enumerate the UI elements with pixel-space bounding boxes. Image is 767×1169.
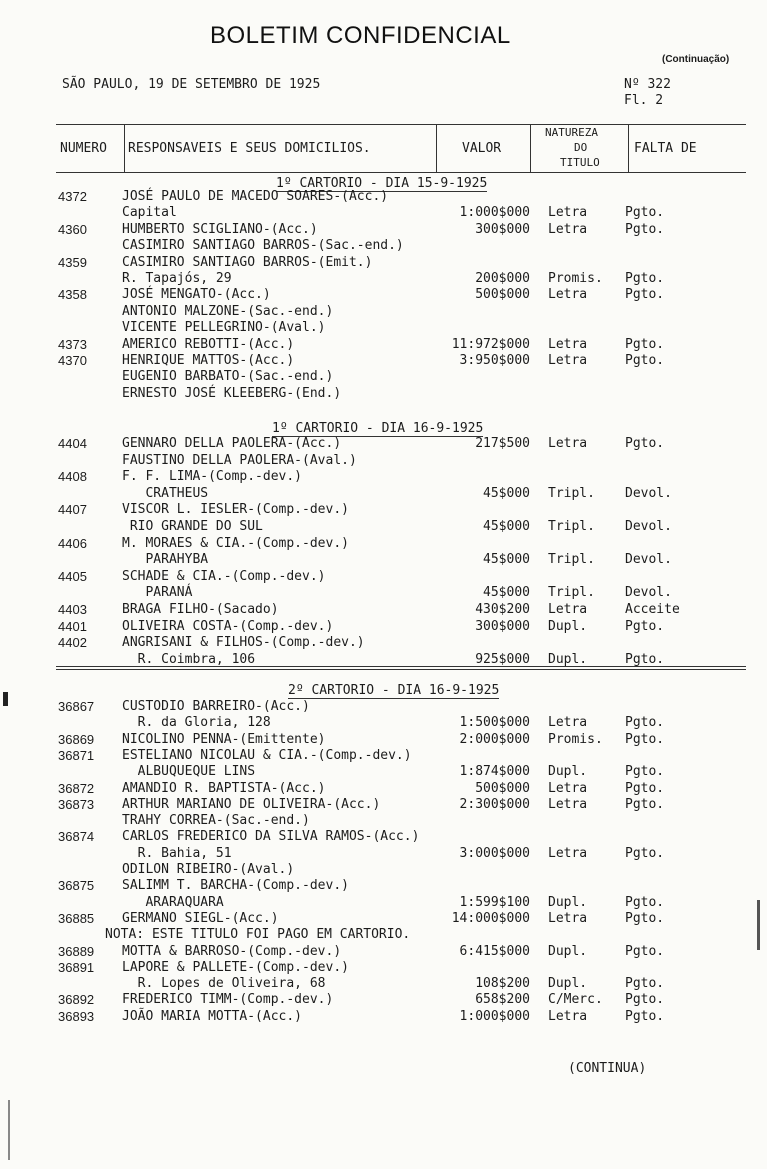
- cell-valor: 45$000: [483, 519, 530, 534]
- table-row: [0, 271, 767, 288]
- cell-natureza: Promis.: [548, 731, 603, 747]
- table-row: [0, 635, 767, 652]
- cell-natureza: Letra: [548, 205, 588, 221]
- table-row: [0, 469, 767, 486]
- section-heading: 1º CARTORIO - DIA 15-9-1925: [276, 176, 488, 191]
- table-row: [0, 748, 767, 765]
- cell-responsavel: PARANÁ: [122, 585, 193, 601]
- cell-numero: 4405: [58, 568, 87, 584]
- cell-falta: Devol.: [625, 519, 672, 534]
- cell-responsavel: VICENTE PELLEGRINO-(Aval.): [122, 320, 326, 336]
- table-row: [0, 255, 767, 272]
- cell-responsavel: JOSÉ MENGATO-(Acc.): [122, 287, 271, 303]
- table-row: [0, 602, 767, 619]
- col-responsaveis: RESPONSAVEIS E SEUS DOMICILIOS.: [128, 141, 371, 156]
- cell-valor: 217$500: [475, 436, 530, 451]
- cell-responsavel: R. Bahia, 51: [122, 845, 232, 861]
- cell-responsavel: ERNESTO JOSÉ KLEEBERG-(End.): [122, 385, 342, 401]
- table-row: [0, 205, 767, 222]
- continuation-label: (Continuação): [662, 54, 730, 65]
- table-row: [0, 960, 767, 977]
- cell-responsavel: ALBUQUEQUE LINS: [122, 764, 256, 780]
- cell-falta: Pgto.: [625, 796, 665, 812]
- cell-numero: 36885: [58, 910, 95, 926]
- column-divider: [124, 124, 125, 172]
- cell-numero: 4372: [58, 189, 87, 204]
- table-row: [0, 552, 767, 569]
- cell-responsavel: HUMBERTO SCIGLIANO-(Acc.): [122, 221, 318, 237]
- cell-falta: Pgto.: [625, 353, 665, 368]
- cell-numero: 36874: [58, 829, 95, 845]
- cell-valor: 2:000$000: [459, 731, 530, 747]
- table-row: [0, 862, 767, 879]
- cell-numero: 4358: [58, 287, 87, 303]
- cell-falta: Devol.: [625, 552, 672, 568]
- cell-numero: 36869: [58, 731, 95, 747]
- cell-responsavel: CARLOS FREDERICO DA SILVA RAMOS-(Acc.): [122, 829, 420, 845]
- cell-responsavel: ARARAQUARA: [122, 894, 224, 910]
- cell-numero: 36873: [58, 796, 95, 812]
- cell-valor: 45$000: [483, 485, 530, 501]
- cell-natureza: Letra: [548, 715, 588, 731]
- table-row: [0, 369, 767, 386]
- column-divider: [628, 124, 629, 172]
- table-row: [0, 911, 767, 928]
- table-row: [0, 320, 767, 337]
- cell-valor: 1:500$000: [459, 715, 530, 731]
- table-row: [0, 585, 767, 602]
- cell-responsavel: ODILON RIBEIRO-(Aval.): [122, 862, 295, 877]
- cell-responsavel: NOTA: ESTE TITULO FOI PAGO EM CARTORIO.: [105, 927, 411, 943]
- table-row: [0, 829, 767, 846]
- cell-numero: 4401: [58, 618, 87, 634]
- cell-valor: 45$000: [483, 552, 530, 568]
- cell-responsavel: M. MORAES & CIA.-(Comp.-dev.): [122, 535, 349, 551]
- cell-natureza: Letra: [548, 796, 588, 812]
- table-row: [0, 386, 767, 403]
- table-row: [0, 699, 767, 716]
- table-row: [0, 797, 767, 814]
- cell-responsavel: R. Lopes de Oliveira, 68: [122, 976, 326, 992]
- bulletin-number: Nº 322: [624, 77, 671, 92]
- cell-responsavel: F. F. LIMA-(Comp.-dev.): [122, 469, 303, 485]
- cell-natureza: C/Merc.: [548, 992, 603, 1008]
- cell-responsavel: GERMANO SIEGL-(Acc.): [122, 910, 279, 926]
- binding-mark: [3, 692, 8, 706]
- header-bottom-rule: [56, 172, 746, 173]
- section-heading: 2º CARTORIO - DIA 16-9-1925: [288, 683, 500, 698]
- cell-numero: 4373: [58, 336, 87, 352]
- cell-natureza: Tripl.: [548, 552, 595, 568]
- table-row: [0, 287, 767, 304]
- cell-natureza: Letra: [548, 910, 588, 926]
- section-heading: 1º CARTORIO - DIA 16-9-1925: [272, 421, 484, 436]
- cell-responsavel: R. Tapajós, 29: [122, 271, 232, 286]
- cell-numero: 4408: [58, 469, 87, 485]
- cell-numero: 36889: [58, 943, 95, 959]
- binding-mark: [757, 900, 760, 950]
- cell-natureza: Letra: [548, 845, 588, 861]
- cell-natureza: Letra: [548, 436, 588, 451]
- cell-falta: Pgto.: [625, 943, 665, 959]
- cell-natureza: Dupl.: [548, 618, 588, 634]
- cell-numero: 36892: [58, 992, 95, 1008]
- cell-responsavel: RIO GRANDE DO SUL: [122, 519, 263, 534]
- cell-falta: Pgto.: [625, 764, 665, 780]
- cell-natureza: Dupl.: [548, 764, 588, 780]
- cell-responsavel: LAPORE & PALLETE-(Comp.-dev.): [122, 959, 349, 975]
- cell-natureza: Dupl.: [548, 894, 588, 910]
- cell-falta: Pgto.: [625, 287, 665, 303]
- cell-natureza: Letra: [548, 336, 588, 352]
- section-divider-rule: [56, 669, 746, 670]
- table-row: [0, 536, 767, 553]
- section-divider-rule: [56, 666, 746, 667]
- cell-falta: Pgto.: [625, 715, 665, 731]
- cell-responsavel: CRATHEUS: [122, 485, 209, 501]
- cell-valor: 500$000: [475, 780, 530, 796]
- cell-responsavel: TRAHY CORREA-(Sac.-end.): [122, 813, 310, 829]
- cell-numero: 36893: [58, 1008, 95, 1024]
- table-row: [0, 895, 767, 912]
- cell-valor: 1:599$100: [459, 894, 530, 910]
- cell-responsavel: JOSÉ PAULO DE MACEDO SOARES-(Acc.): [122, 189, 389, 204]
- cell-responsavel: R. da Gloria, 128: [122, 715, 271, 731]
- col-numero: NUMERO: [60, 141, 107, 156]
- table-row: [0, 1009, 767, 1026]
- continua-label: (CONTINUA): [568, 1061, 647, 1076]
- cell-natureza: Letra: [548, 1008, 588, 1024]
- cell-valor: 1:000$000: [459, 1008, 530, 1024]
- cell-falta: Pgto.: [625, 731, 665, 747]
- cell-responsavel: PARAHYBA: [122, 552, 209, 568]
- cell-valor: 108$200: [475, 976, 530, 992]
- cell-numero: 4370: [58, 353, 87, 368]
- table-row: [0, 976, 767, 993]
- cell-falta: Pgto.: [625, 205, 665, 221]
- cell-natureza: Tripl.: [548, 519, 595, 534]
- cell-natureza: Letra: [548, 221, 588, 237]
- table-row: [0, 238, 767, 255]
- table-row: [0, 944, 767, 961]
- cell-responsavel: SALIMM T. BARCHA-(Comp.-dev.): [122, 878, 349, 894]
- cell-falta: Pgto.: [625, 618, 665, 634]
- cell-falta: Pgto.: [625, 221, 665, 237]
- table-row: [0, 353, 767, 370]
- cell-responsavel: CASIMIRO SANTIAGO BARROS-(Emit.): [122, 254, 373, 270]
- cell-responsavel: AMERICO REBOTTI-(Acc.): [122, 336, 295, 352]
- cell-falta: Devol.: [625, 585, 672, 601]
- cell-responsavel: ESTELIANO NICOLAU & CIA.-(Comp.-dev.): [122, 747, 412, 763]
- table-row: [0, 927, 767, 944]
- cell-valor: 658$200: [475, 992, 530, 1008]
- col-natureza-line1: NATUREZA: [545, 126, 598, 139]
- cell-natureza: Promis.: [548, 271, 603, 286]
- cell-responsavel: ANTONIO MALZONE-(Sac.-end.): [122, 303, 334, 319]
- col-falta: FALTA DE: [634, 141, 697, 156]
- table-row: [0, 453, 767, 470]
- table-row: [0, 436, 767, 453]
- cell-falta: Pgto.: [625, 845, 665, 861]
- column-divider: [436, 124, 437, 172]
- cell-numero: 4402: [58, 635, 87, 651]
- cell-natureza: Dupl.: [548, 976, 588, 992]
- cell-responsavel: FREDERICO TIMM-(Comp.-dev.): [122, 992, 334, 1008]
- cell-valor: 1:874$000: [459, 764, 530, 780]
- cell-responsavel: NICOLINO PENNA-(Emittente): [122, 731, 326, 747]
- cell-numero: 4406: [58, 535, 87, 551]
- cell-numero: 36875: [58, 878, 95, 894]
- col-natureza-line2: DO: [574, 141, 588, 154]
- cell-numero: 4360: [58, 221, 87, 237]
- cell-numero: 4407: [58, 502, 87, 518]
- cell-numero: 4404: [58, 436, 87, 451]
- cell-responsavel: OLIVEIRA COSTA-(Comp.-dev.): [122, 618, 334, 634]
- cell-valor: 14:000$000: [451, 910, 530, 926]
- cell-responsavel: GENNARO DELLA PAOLERA-(Acc.): [122, 436, 342, 451]
- cell-falta: Pgto.: [625, 910, 665, 926]
- cell-numero: 4359: [58, 254, 87, 270]
- column-divider: [530, 124, 531, 172]
- cell-valor: 3:000$000: [459, 845, 530, 861]
- cell-responsavel: CUSTODIO BARREIRO-(Acc.): [122, 699, 310, 714]
- cell-valor: 430$200: [475, 602, 530, 617]
- cell-valor: 1:000$000: [459, 205, 530, 221]
- cell-valor: 200$000: [475, 271, 530, 286]
- cell-responsavel: VISCOR L. IESLER-(Comp.-dev.): [122, 502, 349, 518]
- table-row: [0, 222, 767, 239]
- cell-falta: Pgto.: [625, 894, 665, 910]
- cell-falta: Pgto.: [625, 271, 665, 286]
- place-date: SÃO PAULO, 19 DE SETEMBRO DE 1925: [62, 77, 321, 92]
- cell-responsavel: HENRIQUE MATTOS-(Acc.): [122, 353, 295, 368]
- cell-falta: Pgto.: [625, 436, 665, 451]
- cell-numero: 36872: [58, 780, 95, 796]
- table-row: [0, 732, 767, 749]
- cell-responsavel: BRAGA FILHO-(Sacado): [122, 602, 279, 617]
- header-top-rule: [56, 124, 746, 125]
- table-row: [0, 337, 767, 354]
- table-row: [0, 502, 767, 519]
- cell-valor: 11:972$000: [451, 336, 530, 352]
- cell-responsavel: Capital: [122, 205, 177, 221]
- cell-numero: 4403: [58, 602, 87, 617]
- table-row: [0, 813, 767, 830]
- cell-natureza: Dupl.: [548, 651, 588, 667]
- cell-valor: 2:300$000: [459, 796, 530, 812]
- cell-responsavel: ANGRISANI & FILHOS-(Comp.-dev.): [122, 635, 365, 651]
- cell-responsavel: MOTTA & BARROSO-(Comp.-dev.): [122, 943, 342, 959]
- cell-falta: Pgto.: [625, 780, 665, 796]
- cell-natureza: Tripl.: [548, 585, 595, 601]
- cell-natureza: Letra: [548, 602, 588, 617]
- table-row: [0, 764, 767, 781]
- cell-responsavel: SCHADE & CIA.-(Comp.-dev.): [122, 568, 326, 584]
- cell-valor: 500$000: [475, 287, 530, 303]
- cell-valor: 300$000: [475, 221, 530, 237]
- table-row: [0, 486, 767, 503]
- cell-falta: Pgto.: [625, 651, 665, 667]
- cell-valor: 6:415$000: [459, 943, 530, 959]
- binding-mark: [8, 1100, 10, 1160]
- cell-responsavel: CASIMIRO SANTIAGO BARROS-(Sac.-end.): [122, 238, 404, 254]
- cell-valor: 300$000: [475, 618, 530, 634]
- table-row: [0, 519, 767, 536]
- cell-numero: 36871: [58, 747, 95, 763]
- cell-responsavel: JOÃO MARIA MOTTA-(Acc.): [122, 1008, 303, 1024]
- table-row: [0, 781, 767, 798]
- cell-falta: Pgto.: [625, 1008, 665, 1024]
- table-row: [0, 992, 767, 1009]
- cell-responsavel: EUGENIO BARBATO-(Sac.-end.): [122, 369, 334, 385]
- cell-natureza: Letra: [548, 353, 588, 368]
- cell-falta: Pgto.: [625, 992, 665, 1008]
- cell-falta: Pgto.: [625, 336, 665, 352]
- table-row: [0, 715, 767, 732]
- cell-natureza: Letra: [548, 780, 588, 796]
- cell-responsavel: AMANDIO R. BAPTISTA-(Acc.): [122, 780, 326, 796]
- cell-valor: 925$000: [475, 651, 530, 667]
- cell-natureza: Dupl.: [548, 943, 588, 959]
- cell-natureza: Tripl.: [548, 485, 595, 501]
- table-row: [0, 304, 767, 321]
- table-row: [0, 619, 767, 636]
- col-natureza-line3: TITULO: [560, 156, 600, 169]
- cell-falta: Pgto.: [625, 976, 665, 992]
- table-row: [0, 878, 767, 895]
- cell-falta: Devol.: [625, 485, 672, 501]
- table-row: [0, 189, 767, 206]
- document-title: BOLETIM CONFIDENCIAL: [210, 22, 511, 49]
- col-valor: VALOR: [462, 141, 502, 156]
- table-row: [0, 846, 767, 863]
- cell-falta: Acceite: [625, 602, 680, 617]
- cell-responsavel: ARTHUR MARIANO DE OLIVEIRA-(Acc.): [122, 796, 381, 812]
- cell-valor: 3:950$000: [459, 353, 530, 368]
- cell-numero: 36891: [58, 959, 95, 975]
- cell-numero: 36867: [58, 699, 95, 714]
- cell-responsavel: R. Coimbra, 106: [122, 651, 256, 667]
- cell-valor: 45$000: [483, 585, 530, 601]
- cell-natureza: Letra: [548, 287, 588, 303]
- sheet-number: Fl. 2: [624, 93, 664, 108]
- table-row: [0, 569, 767, 586]
- cell-responsavel: FAUSTINO DELLA PAOLERA-(Aval.): [122, 452, 357, 468]
